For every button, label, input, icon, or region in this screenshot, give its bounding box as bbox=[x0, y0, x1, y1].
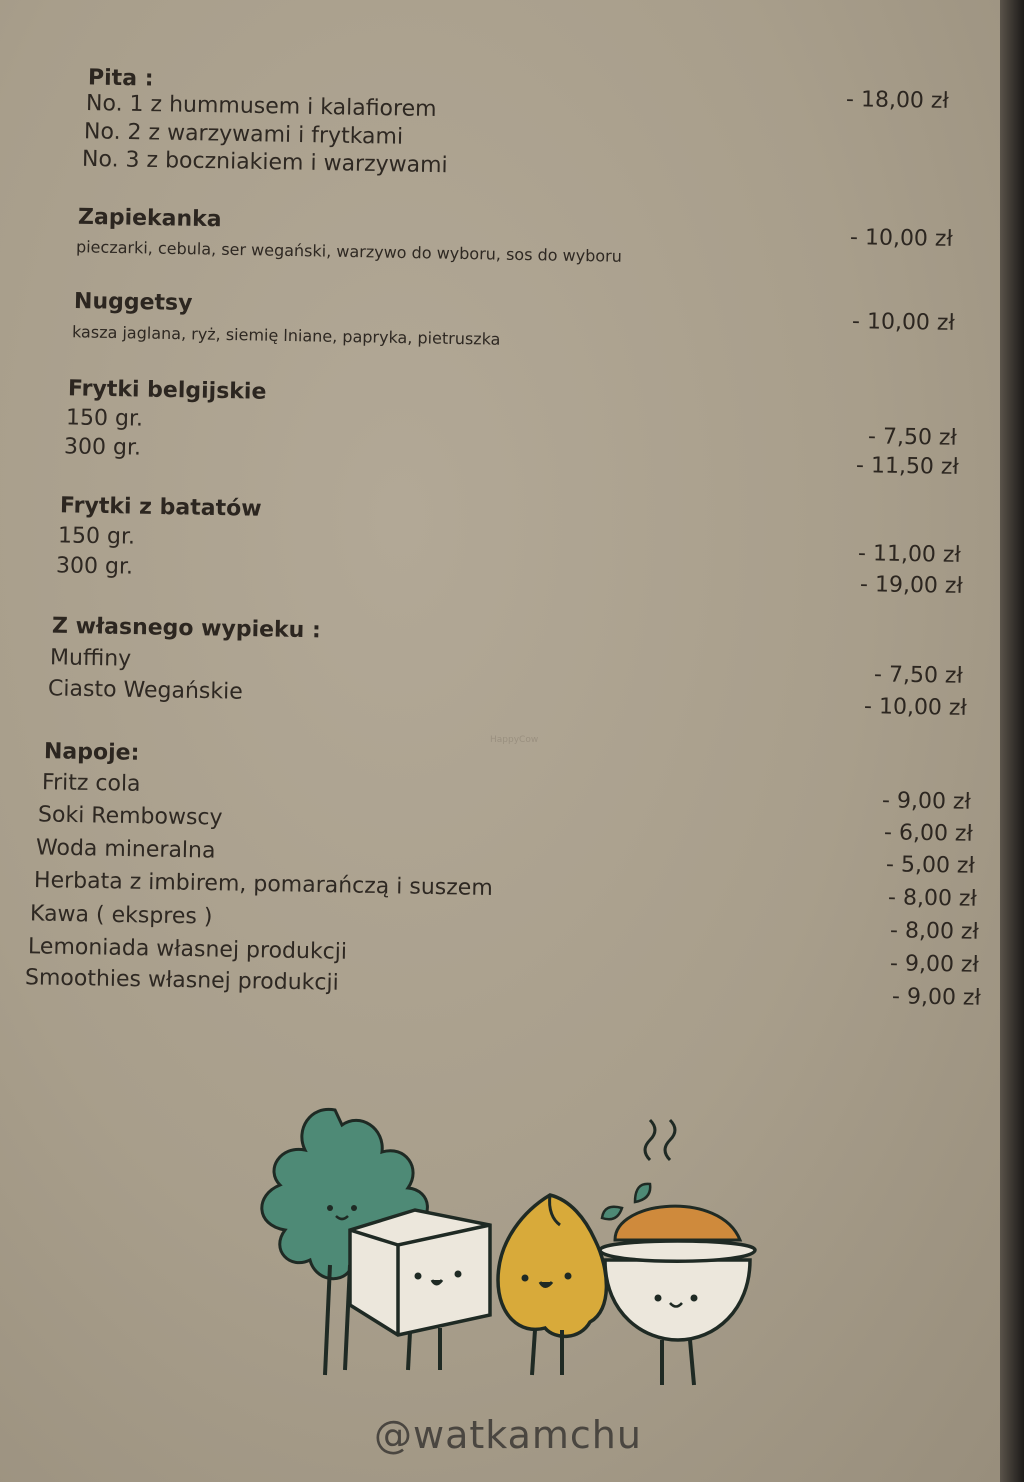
napoje-price-5: - 8,00 zł bbox=[889, 918, 979, 945]
pita-price: - 18,00 zł bbox=[845, 87, 949, 114]
napoje-item-6: Lemoniada własnej produkcji bbox=[27, 934, 348, 965]
watermark: HappyCow bbox=[490, 735, 539, 745]
wypiek-price-ciasto: - 10,00 zł bbox=[863, 694, 967, 721]
napoje-item-7: Smoothies własnej produkcji bbox=[24, 965, 339, 996]
napoje-price-1: - 9,00 zł bbox=[881, 788, 971, 815]
frytki-bataty-300: 300 gr. bbox=[55, 553, 134, 580]
pita-item-1: No. 1 z hummusem i kalafiorem bbox=[85, 90, 437, 123]
napoje-price-6: - 9,00 zł bbox=[889, 951, 979, 978]
wypiek-muffiny: Muffiny bbox=[49, 645, 132, 672]
nuggetsy-price: - 10,00 zł bbox=[851, 309, 955, 336]
napoje-price-7: - 9,00 zł bbox=[891, 984, 981, 1011]
napoje-item-3: Woda mineralna bbox=[35, 835, 216, 864]
wypiek-price-muffiny: - 7,50 zł bbox=[873, 662, 963, 689]
frytki-belgijskie-150: 150 gr. bbox=[65, 405, 144, 432]
napoje-item-2: Soki Rembowscy bbox=[37, 802, 223, 831]
table-edge bbox=[1000, 0, 1024, 1482]
napoje-price-4: - 8,00 zł bbox=[887, 885, 977, 912]
section-heading-wypiek: Z własnego wypieku : bbox=[51, 613, 321, 644]
napoje-item-1: Fritz cola bbox=[41, 770, 141, 797]
napoje-item-4: Herbata z imbirem, pomarańczą i suszem bbox=[33, 867, 493, 902]
frytki-belgijskie-price-150: - 7,50 zł bbox=[867, 424, 957, 451]
frytki-bataty-price-300: - 19,00 zł bbox=[859, 572, 963, 599]
frytki-belgijskie-price-300: - 11,50 zł bbox=[855, 453, 959, 480]
nuggetsy-description: kasza jaglana, ryż, siemię lniane, papryka, pietruszka bbox=[71, 322, 501, 349]
napoje-price-2: - 6,00 zł bbox=[883, 820, 973, 847]
mascot-illustration bbox=[250, 1100, 760, 1400]
instagram-handle: @watkamchu bbox=[374, 1413, 642, 1457]
napoje-item-5: Kawa ( ekspres ) bbox=[29, 901, 213, 930]
pita-item-3: No. 3 z boczniakiem i warzywami bbox=[81, 146, 448, 179]
frytki-belgijskie-300: 300 gr. bbox=[63, 434, 142, 461]
pita-item-2: No. 2 z warzywami i frytkami bbox=[83, 119, 404, 150]
chickpea-character-icon bbox=[498, 1195, 606, 1375]
napoje-price-3: - 5,00 zł bbox=[885, 852, 975, 879]
wypiek-ciasto: Ciasto Wegańskie bbox=[47, 676, 243, 705]
zapiekanka-price: - 10,00 zł bbox=[849, 225, 953, 252]
zapiekanka-description: pieczarki, cebula, ser wegański, warzywo do wyboru, sos do wyboru bbox=[75, 237, 623, 266]
section-heading-nuggetsy: Nuggetsy bbox=[73, 288, 193, 317]
bowl-character-icon bbox=[600, 1120, 755, 1385]
frytki-bataty-150: 150 gr. bbox=[57, 523, 136, 550]
section-heading-frytki-bataty: Frytki z batatów bbox=[59, 493, 262, 522]
section-heading-frytki-belgijskie: Frytki belgijskie bbox=[67, 376, 267, 405]
section-heading-napoje: Napoje: bbox=[43, 739, 140, 766]
tofu-character-icon bbox=[350, 1210, 490, 1370]
section-heading-pita: Pita : bbox=[87, 65, 154, 92]
section-heading-zapiekanka: Zapiekanka bbox=[77, 204, 222, 233]
frytki-bataty-price-150: - 11,00 zł bbox=[857, 541, 961, 568]
